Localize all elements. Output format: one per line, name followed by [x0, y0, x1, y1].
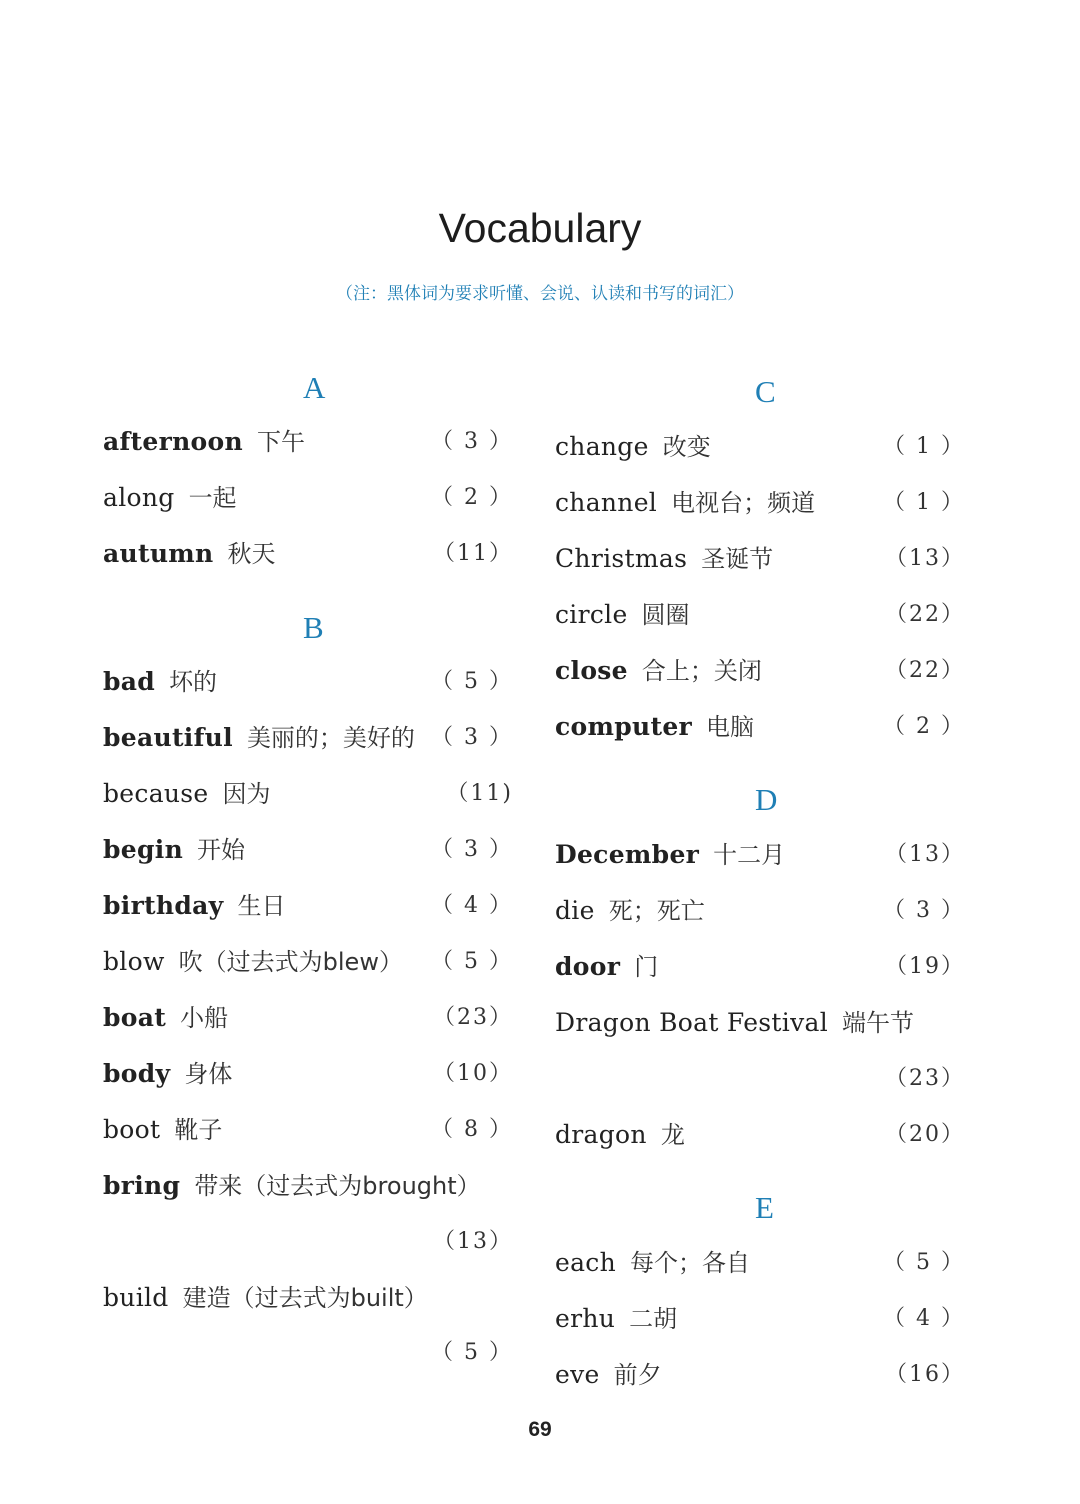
vocab-meaning: 生日 — [237, 892, 286, 920]
vocab-entry — [103, 998, 228, 1033]
vocab-word: December — [555, 840, 700, 869]
vocab-page-ref: （16） — [885, 1362, 965, 1387]
vocab-meaning: 吹（过去式为blew） — [178, 948, 403, 976]
vocab-entry — [555, 1115, 685, 1150]
vocab-page-ref: （ 4 ） — [883, 1306, 965, 1331]
vocab-meaning: 靴子 — [174, 1116, 223, 1144]
vocab-word: along — [103, 483, 175, 512]
vocab-page-ref: （ 2 ） — [883, 714, 965, 739]
vocab-word: eve — [555, 1360, 600, 1389]
vocab-entry — [103, 478, 237, 513]
vocab-page-ref: （19） — [885, 954, 965, 979]
vocab-page-ref: （ 4 ） — [431, 893, 513, 918]
vocab-word: afternoon — [103, 427, 243, 456]
vocab-page-ref: （22） — [885, 658, 965, 683]
vocab-page-ref: （ 3 ） — [431, 429, 513, 454]
vocab-meaning: 美丽的；美好的 — [246, 724, 415, 752]
vocab-meaning: 因为 — [222, 780, 271, 808]
vocab-page-ref: （13） — [433, 1229, 513, 1254]
vocab-entry — [555, 1299, 677, 1334]
vocab-entry — [555, 1003, 914, 1038]
vocab-meaning: 一起 — [188, 484, 237, 512]
vocab-meaning: 改变 — [662, 433, 711, 461]
vocab-page-ref: （ 1 ） — [883, 490, 965, 515]
vocab-entry — [555, 1243, 750, 1278]
vocab-meaning: 圆圈 — [641, 601, 690, 629]
vocab-meaning: 龙 — [660, 1121, 685, 1149]
vocab-entry — [103, 1054, 232, 1089]
section-letter-a: A — [303, 370, 326, 405]
vocab-word: autumn — [103, 539, 214, 568]
vocab-meaning: 圣诞节 — [701, 545, 774, 573]
vocab-word: body — [103, 1059, 171, 1088]
vocab-meaning: 前夕 — [613, 1361, 662, 1389]
vocab-page-ref: （ 3 ） — [883, 898, 965, 923]
vocab-word: computer — [555, 712, 693, 741]
vocab-page-ref: （10） — [433, 1061, 513, 1086]
vocab-meaning: 门 — [634, 953, 659, 981]
vocab-word: because — [103, 779, 209, 808]
vocab-meaning: 开始 — [197, 836, 246, 864]
vocab-page-ref: （ 8 ） — [431, 1117, 513, 1142]
vocab-entry — [103, 718, 415, 753]
vocab-meaning: 秋天 — [227, 540, 276, 568]
vocab-word: dragon — [555, 1120, 647, 1149]
vocab-word: boat — [103, 1003, 167, 1032]
vocab-entry — [103, 1278, 428, 1313]
vocab-entry — [103, 422, 305, 457]
vocab-entry — [103, 1166, 481, 1201]
vocab-page-ref: （ 3 ） — [431, 837, 513, 862]
vocab-meaning: 电脑 — [706, 713, 755, 741]
vocab-page-ref: （11） — [433, 541, 513, 566]
vocab-meaning: 十二月 — [713, 841, 786, 869]
vocab-entry — [103, 534, 276, 569]
vocab-entry — [555, 483, 815, 518]
vocab-entry — [555, 539, 773, 574]
vocab-word: change — [555, 432, 649, 461]
vocab-meaning: 合上；关闭 — [641, 657, 762, 685]
section-letter-b: B — [303, 610, 324, 645]
vocab-word: Christmas — [555, 544, 688, 573]
vocab-entry — [555, 891, 705, 926]
section-letter-e: E — [755, 1190, 774, 1225]
vocab-page-ref: （ 2 ） — [431, 485, 513, 510]
vocab-entry — [555, 427, 711, 462]
vocab-entry — [103, 662, 217, 697]
vocab-word: circle — [555, 600, 628, 629]
vocab-page-ref: （ 3 ） — [431, 725, 513, 750]
vocab-page-ref: （ 1 ） — [883, 434, 965, 459]
right-column — [555, 0, 975, 1504]
vocab-entry — [555, 1355, 662, 1390]
left-column — [103, 0, 523, 1504]
vocab-entry — [555, 707, 754, 742]
vocab-entry — [555, 947, 658, 982]
vocab-word: bring — [103, 1171, 181, 1200]
vocab-word: bad — [103, 667, 156, 696]
vocab-meaning: 建造（过去式为built） — [182, 1284, 428, 1312]
vocab-meaning: 每个；各自 — [630, 1249, 751, 1277]
vocab-entry — [103, 1110, 222, 1145]
section-letter-c: C — [755, 374, 776, 409]
vocab-meaning: 二胡 — [629, 1305, 678, 1333]
vocab-word: blow — [103, 947, 165, 976]
vocab-word: boot — [103, 1115, 161, 1144]
vocab-entry — [555, 651, 762, 686]
vocab-entry — [103, 942, 403, 977]
vocab-word: begin — [103, 835, 184, 864]
vocab-meaning: 电视台；频道 — [671, 489, 816, 517]
vocab-meaning: 端午节 — [842, 1009, 914, 1037]
vocab-meaning: 小船 — [180, 1004, 229, 1032]
vocab-entry — [103, 886, 285, 921]
vocab-meaning: 身体 — [184, 1060, 233, 1088]
vocab-page-ref: （20） — [885, 1122, 965, 1147]
vocab-word: Dragon Boat Festival — [555, 1008, 828, 1037]
vocab-word: each — [555, 1248, 617, 1277]
vocab-word: build — [103, 1283, 169, 1312]
vocab-page-ref: （ 5 ） — [883, 1250, 965, 1275]
vocab-word: door — [555, 952, 621, 981]
vocab-meaning: 坏的 — [169, 668, 218, 696]
vocab-page-ref: （13） — [885, 546, 965, 571]
vocab-entry — [555, 835, 785, 870]
page-number: 69 — [528, 1418, 552, 1441]
vocab-word: die — [555, 896, 595, 925]
vocab-meaning: 死；死亡 — [608, 897, 705, 925]
vocab-word: birthday — [103, 891, 224, 920]
vocab-word: close — [555, 656, 628, 685]
vocab-page-ref: （23） — [433, 1005, 513, 1030]
vocab-meaning: 下午 — [256, 428, 305, 456]
vocab-word: beautiful — [103, 723, 233, 752]
vocab-entry — [103, 774, 271, 809]
vocab-page-ref: （11) — [446, 781, 513, 806]
page-title: Vocabulary — [438, 205, 642, 251]
section-letter-d: D — [755, 782, 778, 817]
vocab-page-ref: （ 5 ） — [431, 949, 513, 974]
vocab-meaning: 带来（过去式为brought） — [194, 1172, 481, 1200]
vocab-word: erhu — [555, 1304, 616, 1333]
vocabulary-note: （注：黑体词为要求听懂、会说、认读和书写的词汇） — [336, 284, 744, 304]
vocab-page-ref: （ 5 ） — [431, 1340, 513, 1365]
vocab-page-ref: （22） — [885, 602, 965, 627]
vocab-entry — [555, 595, 690, 630]
vocab-word: channel — [555, 488, 658, 517]
vocab-page-ref: （ 5 ） — [431, 669, 513, 694]
vocab-page-ref: （13） — [885, 842, 965, 867]
vocab-entry — [103, 830, 245, 865]
vocab-page-ref: （23） — [885, 1066, 965, 1091]
